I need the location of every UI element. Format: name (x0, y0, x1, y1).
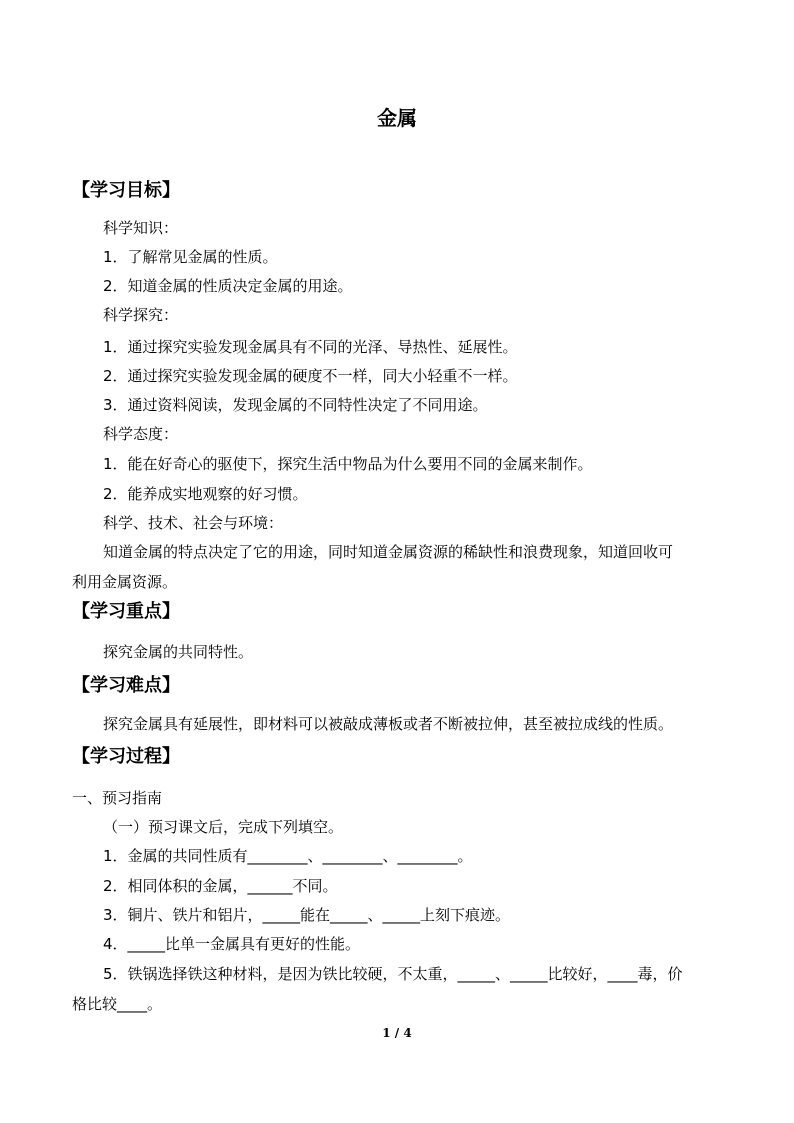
sts-text-line1: 知道金属的特点决定了它的用途，同时知道金属资源的稀缺性和浪费现象，知道回收可 (103, 543, 674, 561)
document-title: 金属 (377, 106, 417, 130)
fill-blank-item: 2．相同体积的金属，______不同。 (103, 877, 338, 895)
knowledge-item: 2．知道金属的性质决定金属的用途。 (103, 277, 353, 295)
section-heading-process: 【学习过程】 (72, 746, 180, 767)
fill-blank-item: 5．铁锅选择铁这种材料，是因为铁比较硬，不太重，_____、_____比较好，____毒，价 (103, 965, 683, 983)
knowledge-label: 科学知识： (103, 219, 179, 237)
fill-blank-item: 3．铜片、铁片和铝片，_____能在_____、_____上刻下痕迹。 (103, 906, 511, 924)
difficulties-text: 探究金属具有延展性，即材料可以被敲成薄板或者不断被拉伸，甚至被拉成线的性质。 (103, 715, 674, 733)
preview-subtitle: （一）预习课文后，完成下列填空。 (103, 818, 344, 836)
inquiry-item: 1．通过探究实验发现金属具有不同的光泽、导热性、延展性。 (103, 338, 518, 356)
key-points-text: 探究金属的共同特性。 (103, 643, 254, 661)
knowledge-item: 1．了解常见金属的性质。 (103, 248, 278, 266)
sts-label: 科学、技术、社会与环境： (103, 514, 284, 532)
inquiry-item: 3．通过资料阅读，发现金属的不同特性决定了不同用途。 (103, 396, 488, 414)
inquiry-item: 2．通过探究实验发现金属的硬度不一样，同大小轻重不一样。 (103, 367, 518, 385)
section-heading-objectives: 【学习目标】 (72, 180, 180, 201)
inquiry-label: 科学探究： (103, 306, 179, 324)
sts-text-line2: 利用金属资源。 (72, 573, 178, 591)
attitude-label: 科学态度： (103, 425, 179, 443)
fill-blank-item: 1．金属的共同性质有________、________、________。 (103, 847, 473, 865)
attitude-item: 1．能在好奇心的驱使下，探究生活中物品为什么要用不同的金属来制作。 (103, 455, 593, 473)
section-heading-key-points: 【学习重点】 (72, 601, 180, 622)
fill-blank-item-continuation: 格比较____。 (72, 995, 163, 1013)
attitude-item: 2．能养成实地观察的好习惯。 (103, 485, 308, 503)
section-heading-difficulties: 【学习难点】 (72, 675, 180, 696)
page-number: 1 / 4 (382, 1026, 412, 1040)
preview-guide-title: 一、预习指南 (72, 789, 163, 807)
fill-blank-item: 4．_____比单一金属具有更好的性能。 (103, 935, 361, 953)
